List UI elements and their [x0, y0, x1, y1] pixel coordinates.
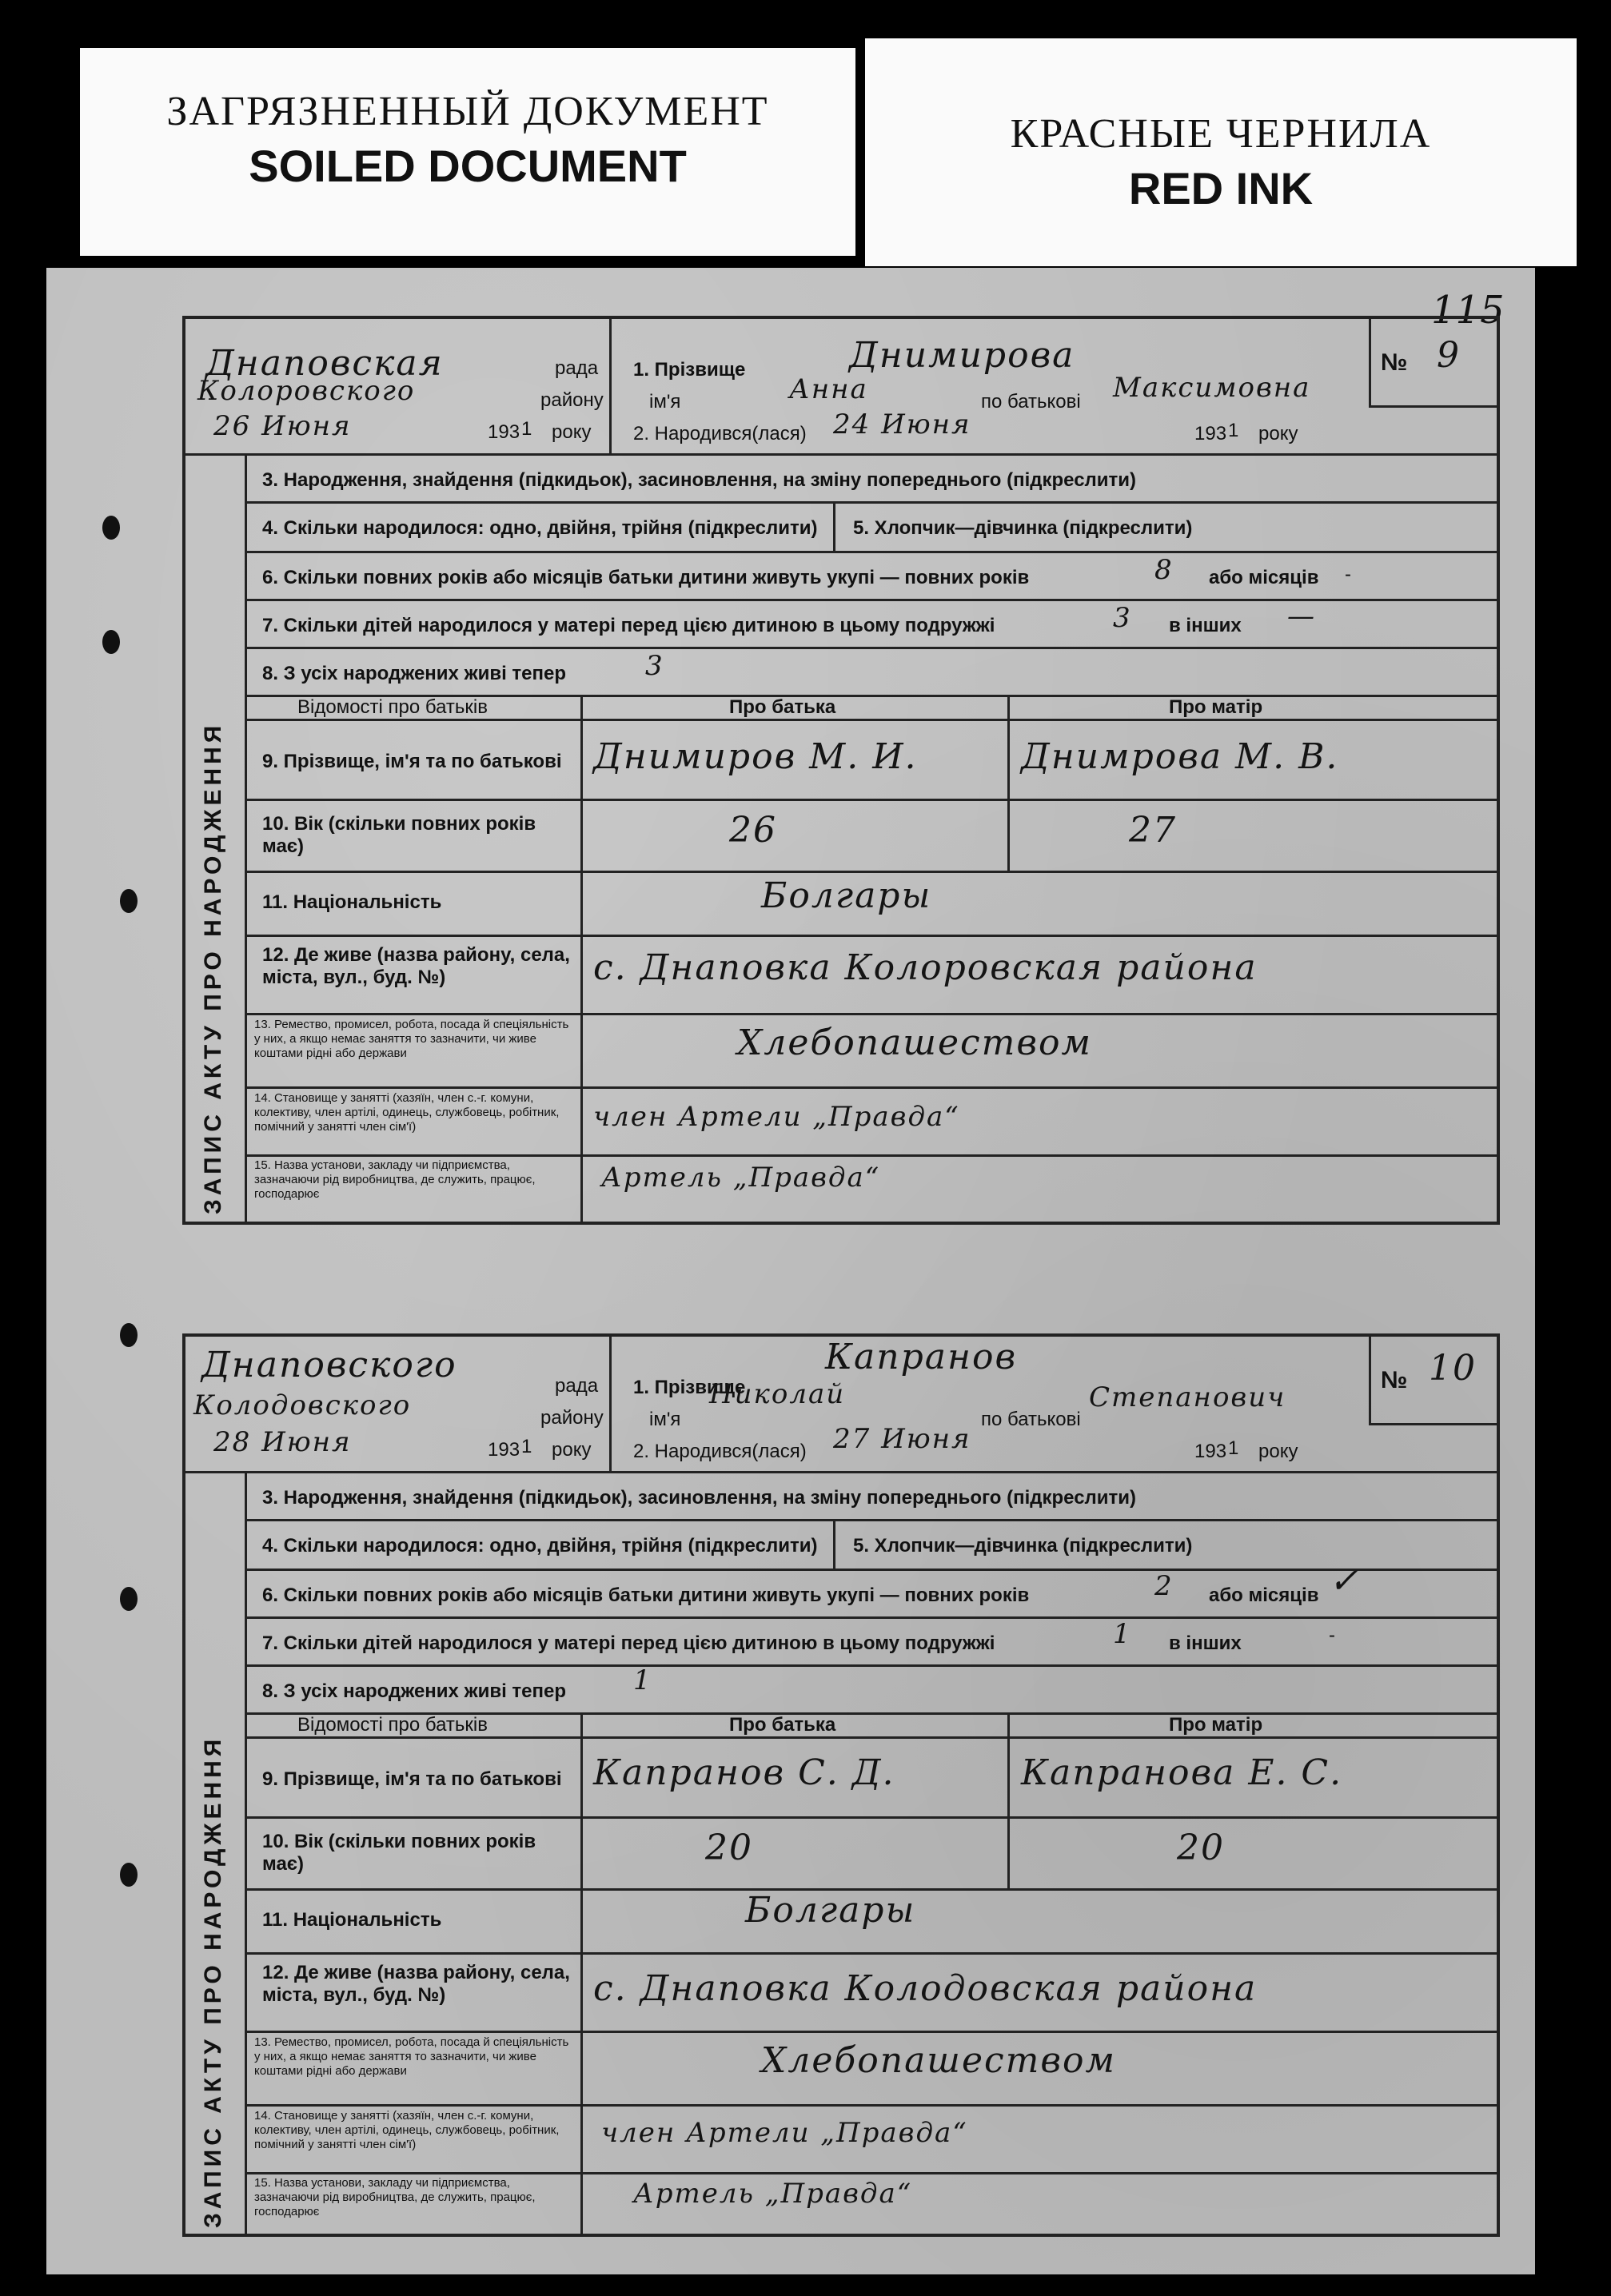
red-ink-label-en: RED INK — [1128, 163, 1314, 213]
punch-hole — [120, 1323, 138, 1347]
row-4: 4. Скільки народилося: одно, двійня, трійня (підкреслити) — [262, 517, 818, 539]
row-7-other: в інших — [1169, 615, 1242, 636]
surname-label: 1. Прізвище — [633, 1377, 746, 1398]
children-other: — — [1287, 600, 1316, 632]
patronymic-label: по батькові — [981, 1409, 1081, 1430]
row-14: 14. Становище у занятті (хазяїн, член с.-г. комуни, колективу, член артілі, одинець, службовець, робітник, помічний у занятті член сім'ї) — [254, 1091, 560, 1134]
father-header: Про батька — [729, 1714, 836, 1736]
page-number: 115 — [1431, 288, 1505, 333]
row-3: 3. Народження, знайдення (підкидьок), засиновлення, на зміну попереднього (підкреслити) — [262, 1487, 1137, 1509]
punch-hole — [120, 1863, 138, 1887]
record-number: 10 — [1429, 1348, 1477, 1389]
parents-info-header: Відомості про батьків — [297, 1714, 488, 1736]
residence: с. Днаповка Колоровская района — [593, 947, 1258, 988]
row-11: 11. Національність — [262, 1909, 442, 1931]
children-before: 3 — [1113, 602, 1132, 634]
registration-year-suffix: 1 — [521, 1436, 532, 1457]
row-13: 13. Ремество, промисел, робота, посада й спеціяльність у них, а якщо немає заняття то зазначити, чи живе коштами рідні або держави — [254, 1018, 569, 1060]
birth-year-suffix: 1 — [1228, 420, 1239, 441]
row-15: 15. Назва установи, закладу чи підприємства, зазначаючи рід виробництва, де служить, працює, господарює — [254, 1158, 536, 1201]
punch-hole — [102, 516, 120, 540]
name-label: ім'я — [649, 1409, 681, 1430]
roku-label: року — [552, 1439, 592, 1461]
side-title: ЗАПИС АКТУ ПРО НАРОДЖЕННЯ — [200, 1735, 226, 2228]
workplace: Артель „Правда“ — [601, 1162, 881, 1194]
punch-hole — [102, 630, 120, 654]
nationality: Болгары — [761, 875, 932, 916]
punch-hole — [120, 1587, 138, 1611]
father-header: Про батька — [729, 696, 836, 718]
position: член Артели „Правда“ — [593, 1101, 960, 1133]
nationality: Болгары — [745, 1890, 916, 1931]
row-12: 12. Де живе (назва району, села, міста, вул., буд. №) — [262, 944, 570, 988]
mother-age: 20 — [1177, 1828, 1225, 1868]
surname-value: Капранов — [825, 1337, 1018, 1377]
name-value: Николай — [709, 1378, 846, 1410]
children-before: 1 — [1113, 1618, 1132, 1650]
row-10: 10. Вік (скільки повних років має) — [262, 1831, 536, 1875]
surname-label: 1. Прізвище — [633, 359, 746, 381]
row-5: 5. Хлопчик—дівчинка (підкреслити) — [853, 517, 1193, 539]
name-value: Анна — [789, 373, 868, 405]
born-label: 2. Народився(лася) — [633, 1441, 807, 1462]
mother-header: Про матір — [1169, 696, 1263, 718]
birth-roku-label: року — [1258, 1441, 1298, 1462]
patronymic-value: Максимовна — [1113, 372, 1311, 404]
side-title: ЗАПИС АКТУ ПРО НАРОДЖЕННЯ — [200, 721, 226, 1214]
registration-date: 26 Июня — [213, 410, 352, 442]
rayonu-label: району — [540, 1407, 604, 1429]
row-6: 6. Скільки повних років або місяців батьки дитини живуть укупі — повних років — [262, 1584, 1030, 1606]
red-ink-label — [865, 38, 1577, 266]
birth-record-form-2 — [182, 1333, 1500, 2237]
rayonu-label: району — [540, 389, 604, 411]
patronymic-label: по батькові — [981, 391, 1081, 413]
rayon-name: Колоровского — [197, 375, 416, 407]
months-together: - — [1345, 564, 1351, 585]
alive-now: 3 — [645, 650, 664, 682]
father-name: Днимиров М. И. — [593, 736, 918, 777]
months-together: ✓ — [1329, 1561, 1360, 1601]
occupation: Хлебопашеством — [761, 2040, 1116, 2081]
birth-year: 193 — [1194, 1441, 1227, 1462]
registration-year: 193 — [488, 1439, 520, 1461]
father-age: 20 — [705, 1828, 753, 1868]
name-label: ім'я — [649, 391, 681, 413]
mother-age: 27 — [1129, 810, 1177, 851]
mother-name: Капранова Е. С. — [1021, 1752, 1343, 1793]
row-9: 9. Прізвище, ім'я та по батькові — [262, 751, 562, 772]
row-13: 13. Ремество, промисел, робота, посада й спеціяльність у них, а якщо немає заняття то зазначити, чи живе коштами рідні або держави — [254, 2035, 569, 2078]
roku-label: року — [552, 421, 592, 443]
soiled-label-ru: ЗАГРЯЗНЕННЫЙ ДОКУМЕНТ — [166, 89, 769, 134]
position: член Артели „Правда“ — [601, 2117, 968, 2149]
row-6-months: або місяців — [1209, 567, 1319, 588]
birth-year: 193 — [1194, 423, 1227, 444]
soiled-document-label — [80, 48, 855, 256]
row-6: 6. Скільки повних років або місяців батьки дитини живуть укупі — повних років — [262, 567, 1030, 588]
birth-year-suffix: 1 — [1228, 1437, 1239, 1459]
mother-header: Про матір — [1169, 1714, 1263, 1736]
registration-date: 28 Июня — [213, 1426, 352, 1458]
father-age: 26 — [729, 810, 777, 851]
row-5: 5. Хлопчик—дівчинка (підкреслити) — [853, 1535, 1193, 1557]
father-name: Капранов С. Д. — [593, 1752, 895, 1793]
birth-date: 27 Июня — [833, 1423, 971, 1455]
row-10: 10. Вік (скільки повних років має) — [262, 813, 536, 857]
alive-now: 1 — [633, 1664, 652, 1696]
row-7: 7. Скільки дітей народилося у матері перед цією дитиною в цьому подружжі — [262, 1632, 995, 1654]
row-14: 14. Становище у занятті (хазяїн, член с.-г. комуни, колективу, член артілі, одинець, службовець, робітник, помічний у занятті член сім'ї) — [254, 2109, 560, 2151]
birth-record-form-1 — [182, 316, 1500, 1225]
years-together: 8 — [1154, 554, 1174, 586]
surname-value: Днимирова — [849, 335, 1075, 376]
row-7-other: в інших — [1169, 1632, 1242, 1654]
row-4: 4. Скільки народилося: одно, двійня, трійня (підкреслити) — [262, 1535, 818, 1557]
row-11: 11. Національність — [262, 891, 442, 913]
soiled-label-en: SOILED DOCUMENT — [249, 141, 687, 191]
row-6-months: або місяців — [1209, 1584, 1319, 1606]
workplace: Артель „Правда“ — [633, 2178, 913, 2210]
punch-hole — [120, 889, 138, 913]
red-ink-label-ru: КРАСНЫЕ ЧЕРНИЛА — [1010, 111, 1432, 157]
patronymic-value: Степанович — [1089, 1381, 1286, 1413]
registration-year-suffix: 1 — [521, 418, 532, 440]
registration-year: 193 — [488, 421, 520, 443]
rada-label: рада — [555, 357, 599, 379]
residence: с. Днаповка Колодовская района — [593, 1968, 1258, 2009]
rada-label: рада — [555, 1375, 599, 1397]
record-number: 9 — [1437, 335, 1461, 376]
mother-name: Днимрова М. В. — [1021, 736, 1339, 777]
children-other: - — [1329, 1624, 1335, 1646]
rada-name: Днаповского — [201, 1345, 457, 1385]
row-8: 8. З усіх народжених живі тепер — [262, 1680, 567, 1702]
parents-info-header: Відомості про батьків — [297, 696, 488, 718]
years-together: 2 — [1154, 1570, 1174, 1602]
born-label: 2. Народився(лася) — [633, 423, 807, 444]
row-12: 12. Де живе (назва району, села, міста, вул., буд. №) — [262, 1962, 570, 2006]
row-7: 7. Скільки дітей народилося у матері перед цією дитиною в цьому подружжі — [262, 615, 995, 636]
birth-date: 24 Июня — [833, 409, 971, 440]
rayon-name: Колодовского — [193, 1389, 412, 1421]
row-3: 3. Народження, знайдення (підкидьок), засиновлення, на зміну попереднього (підкреслити) — [262, 469, 1137, 491]
number-label: № — [1381, 349, 1408, 376]
occupation: Хлебопашеством — [737, 1022, 1092, 1063]
row-15: 15. Назва установи, закладу чи підприємства, зазначаючи рід виробництва, де служить, працює, господарює — [254, 2176, 536, 2218]
number-label: № — [1381, 1367, 1408, 1393]
rada-name: Днаповская — [205, 343, 444, 384]
birth-roku-label: року — [1258, 423, 1298, 444]
row-8: 8. З усіх народжених живі тепер — [262, 663, 567, 684]
row-9: 9. Прізвище, ім'я та по батькові — [262, 1768, 562, 1790]
